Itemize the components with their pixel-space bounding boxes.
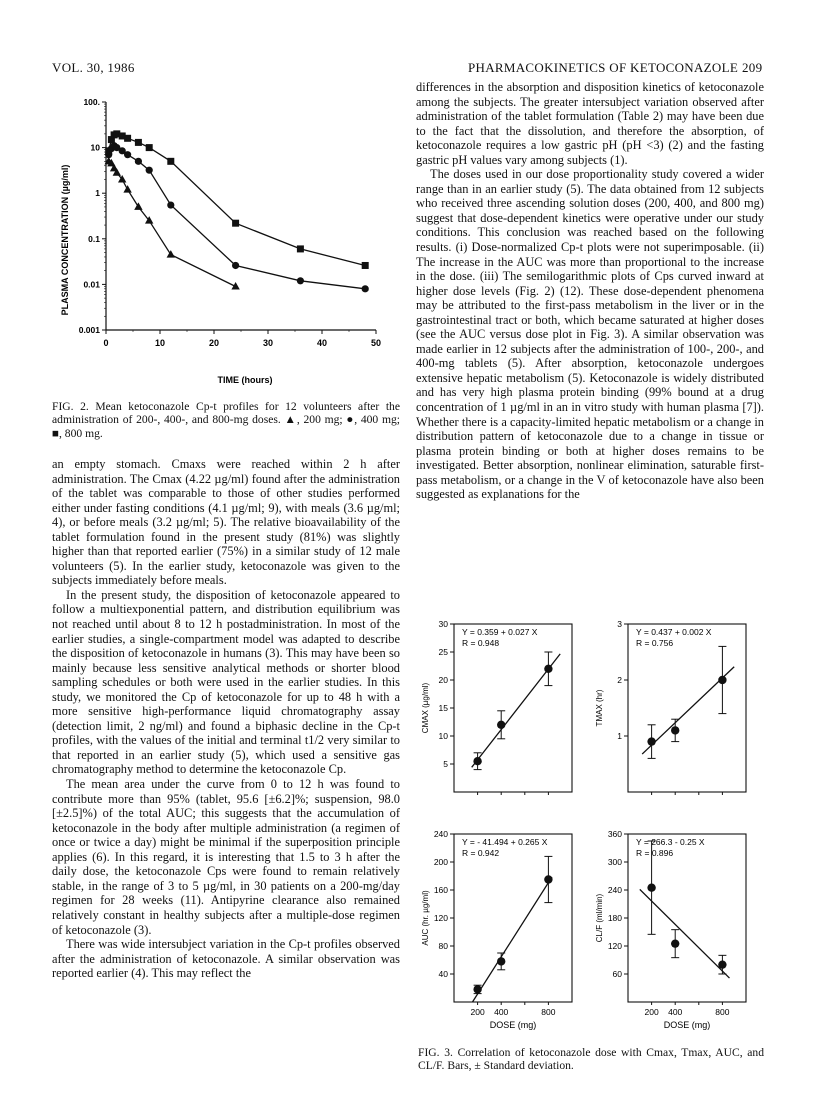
fig3-x-tick-label-clf: 800 xyxy=(715,1007,730,1017)
fig3-panel-tmax xyxy=(595,619,746,795)
fig2-y-axis-label: PLASMA CONCENTRATION (µg/ml) xyxy=(60,164,70,316)
fig3-y-tick-label-clf: 240 xyxy=(607,885,622,895)
left-column-text xyxy=(52,457,400,981)
fig3-y-tick-label-clf: 120 xyxy=(607,941,622,951)
fig3-point-clf xyxy=(718,960,726,968)
fig2-point-800mg xyxy=(135,139,142,146)
fig3-x-tick-label-auc: 400 xyxy=(494,1007,509,1017)
fig2-point-400mg xyxy=(146,167,153,174)
figure-2-chart xyxy=(48,90,398,390)
fig3-frame-tmax xyxy=(628,624,746,792)
fig3-point-auc xyxy=(497,957,505,965)
fig2-point-800mg xyxy=(105,147,112,154)
fig3-y-tick-label-auc: 160 xyxy=(433,885,448,895)
fig2-point-800mg xyxy=(124,135,131,142)
figure-3-caption: FIG. 3. Correlation of ketoconazole dose with Cmax, Tmax, AUC, and CL/F. Bars, ± Standard deviation. xyxy=(418,1046,764,1073)
fig2-x-axis-label: TIME (hours) xyxy=(217,375,273,385)
journal-volume: VOL. 30, 1986 xyxy=(52,60,135,75)
right-column-text xyxy=(416,80,764,502)
fig3-fit-line-clf xyxy=(640,889,730,978)
left-paragraph-2: In the present study, the disposition of ketoconazole appeared to follow a multiexponential pattern, and distribution equilibrium was not reached until about 8 to 12 h postadministration. In most of the earlier studies, a single-compartment model was adapted to describe the disposition of ketoconazole in humans (3). This may have been so mainly because less sensitive analytical methods or shorter blood sampling schedules or both were used in the earlier studies. In this study, we monitored the Cp of ketoconazole for up to 48 h with a more sensitive high-performance liquid chromatography assay (detection limit, 2 ng/ml) and found a biphasic decline in the Cp-t profiles, with the values of the initial and terminal t1/2 very similar to that reported in an earlier study (5), which used a sensitive gas chromatography method to determine the ketoconazole Cp. xyxy=(52,587,400,777)
fig2-point-800mg xyxy=(146,144,153,151)
fig2-point-400mg xyxy=(167,201,174,208)
fig3-point-tmax xyxy=(718,676,726,684)
fig3-y-tick-label-tmax: 2 xyxy=(617,675,622,685)
fig3-point-clf xyxy=(647,883,655,891)
running-title: PHARMACOKINETICS OF KETOCONAZOLE xyxy=(468,60,739,75)
fig3-point-cmax xyxy=(544,665,552,673)
fig3-y-tick-label-cmax: 25 xyxy=(438,647,448,657)
fig3-panel-clf xyxy=(595,829,746,1030)
fig3-x-tick-label-auc: 800 xyxy=(541,1007,556,1017)
fig3-panel-cmax xyxy=(421,619,572,795)
fig2-point-200mg xyxy=(123,185,131,193)
fig3-point-auc xyxy=(544,875,552,883)
fig3-equation-cmax: Y = 0.359 + 0.027 X xyxy=(462,627,538,637)
fig3-y-tick-label-auc: 200 xyxy=(433,857,448,867)
fig2-point-800mg xyxy=(232,220,239,227)
fig2-y-tick-label: 0.1 xyxy=(88,233,100,244)
page-number: 209 xyxy=(742,60,763,75)
fig2-series-line-200mg xyxy=(109,161,236,286)
fig2-y-tick-label: 0.001 xyxy=(78,325,100,335)
left-paragraph-4: There was wide intersubject variation in the Cp-t profiles observed after the administration of ketoconazole. A similar observation was reported earlier (4). This may reflect the xyxy=(52,937,400,981)
fig2-series-line-800mg xyxy=(109,134,366,266)
fig2-point-400mg xyxy=(362,285,369,292)
figure-3-chart xyxy=(416,612,766,1042)
fig2-point-800mg xyxy=(362,262,369,269)
fig3-equation-auc: Y = - 41.494 + 0.265 X xyxy=(462,837,548,847)
fig2-point-400mg xyxy=(135,158,142,165)
fig3-r-value-auc: R = 0.942 xyxy=(462,848,500,858)
fig3-point-tmax xyxy=(647,737,655,745)
fig3-y-tick-label-cmax: 20 xyxy=(438,675,448,685)
fig3-x-tick-label-auc: 200 xyxy=(470,1007,485,1017)
fig2-y-tick-label: 10 xyxy=(90,142,100,153)
fig3-y-tick-label-cmax: 15 xyxy=(438,703,448,713)
fig3-point-clf xyxy=(671,939,679,947)
fig3-y-tick-label-auc: 120 xyxy=(433,913,448,923)
fig3-x-tick-label-clf: 400 xyxy=(668,1007,683,1017)
fig2-x-tick-label: 0 xyxy=(103,338,109,348)
fig3-y-tick-label-cmax: 30 xyxy=(438,619,448,629)
fig2-x-tick-label: 40 xyxy=(316,338,328,348)
right-paragraph-2: The doses used in our dose proportionality study covered a wider range than in an earlier study (5). The data obtained from 12 subjects who received three ascending solution doses (200, 400, and 800 mg) suggest that dose-dependent kinetics were operative under our study conditions. This conclusion was reached based on the following results. (i) Dose-normalized Cp-t plots were not superimposable. (ii) The increase in the AUC was more than proportional to the increase in the dose. (iii) The semilogarithmic plots of Cps curved inward at higher dose levels (Fig. 2) (12). These dose-dependent phenomena may be attributed to the first-pass metabolism in the liver or in the gastrointestinal tract or both, which became saturated at higher doses (see the AUC versus dose plot in Fig. 3). A similar observation was made earlier in 12 subjects after the administration of 100-, 200-, and 400-mg tablets (5). After absorption, ketoconazole undergoes extensive hepatic metabolism (5). Ketoconazole is widely distributed and has very high plasma protein binding (99% bound at a drug concentration of 1 µg/ml in an in vitro study with human plasma [7]). Whether there is a capacity-limited hepatic metabolism or a change in distribution pattern of ketoconazole due to a change in tissue or plasma protein binding or both at higher doses remains to be investigated. Better absorption, nonlinear elimination, saturable first-pass metabolism, or a change in the V of ketoconazole have also been suggested as explanations for the xyxy=(416,167,764,502)
fig3-point-tmax xyxy=(671,726,679,734)
fig3-y-axis-label-tmax: TMAX (hr) xyxy=(595,689,604,727)
fig3-r-value-clf: R = 0.896 xyxy=(636,848,674,858)
fig3-y-tick-label-auc: 240 xyxy=(433,829,448,839)
fig2-point-800mg xyxy=(167,158,174,165)
fig3-y-tick-label-cmax: 10 xyxy=(438,731,448,741)
fig3-y-axis-label-cmax: CMAX (µg/ml) xyxy=(421,682,430,734)
fig3-panel-auc xyxy=(421,829,572,1030)
fig2-x-tick-label: 20 xyxy=(208,338,220,348)
fig3-point-auc xyxy=(473,985,481,993)
fig3-r-value-tmax: R = 0.756 xyxy=(636,638,674,648)
fig3-y-axis-label-auc: AUC (hr. µg/ml) xyxy=(421,890,430,946)
fig2-x-tick-label: 30 xyxy=(262,338,274,348)
figure-2-caption: FIG. 2. Mean ketoconazole Cp-t profiles for 12 volunteers after the administration of 200-, 400-, and 800-mg doses. ▲, 200 mg; ●, 400 mg; ■, 800 mg. xyxy=(52,400,400,440)
fig3-y-tick-label-auc: 80 xyxy=(438,941,448,951)
fig3-x-tick-label-clf: 200 xyxy=(644,1007,659,1017)
fig3-y-tick-label-tmax: 1 xyxy=(617,731,622,741)
fig2-y-tick-label: 100. xyxy=(83,97,100,107)
fig3-point-cmax xyxy=(497,721,505,729)
left-paragraph-3: The mean area under the curve from 0 to 12 h was found to contribute more than 95% (tablet, 95.6 [±6.2]%; suspension, 98.0 [±2.5]%) of the total AUC; this suggests that the accumulation of ketoconazole in the body after multiple administration (a regimen of once or twice a day) might be minimal if the superposition principle applies (6). In this regard, it is interesting that 1.5 to 3 h after the daily dose, the ketoconazole Cps were found to remain relatively stable, in the range of 3 to 5 µg/ml, in 30 patients on a 200-mg/day regimen for 28 weeks (11). Antipyrine clearance also remained relatively constant in healthy subjects after a multiple-dose regimen of ketoconazole (3). xyxy=(52,777,400,937)
fig3-equation-tmax: Y = 0.437 + 0.002 X xyxy=(636,627,712,637)
fig2-y-tick-label: 1 xyxy=(95,188,100,199)
fig3-frame-auc xyxy=(454,834,572,1002)
fig3-y-tick-label-clf: 360 xyxy=(607,829,622,839)
fig3-y-axis-label-clf: CL/F (ml/min) xyxy=(595,893,604,943)
fig2-point-400mg xyxy=(297,277,304,284)
fig3-fit-line-auc xyxy=(472,877,551,1002)
fig2-point-800mg xyxy=(297,245,304,252)
fig3-y-tick-label-clf: 180 xyxy=(607,913,622,923)
fig2-x-tick-label: 10 xyxy=(154,338,166,348)
fig2-y-tick-label: 0.01 xyxy=(83,279,100,290)
fig3-x-axis-label-auc: DOSE (mg) xyxy=(489,1020,537,1030)
fig2-point-400mg xyxy=(232,262,239,269)
fig3-y-tick-label-tmax: 3 xyxy=(617,619,622,629)
fig3-y-tick-label-clf: 300 xyxy=(607,857,622,867)
fig3-y-tick-label-auc: 40 xyxy=(438,969,448,979)
fig3-y-tick-label-clf: 60 xyxy=(612,969,622,979)
fig2-point-400mg xyxy=(124,151,131,158)
fig3-point-cmax xyxy=(473,757,481,765)
fig3-y-tick-label-cmax: 5 xyxy=(443,759,448,769)
fig2-point-200mg xyxy=(134,202,142,210)
fig2-point-200mg xyxy=(167,250,175,258)
fig2-x-tick-label: 50 xyxy=(370,338,382,348)
fig3-r-value-cmax: R = 0.948 xyxy=(462,638,500,648)
left-paragraph-1: an empty stomach. Cmaxs were reached within 2 h after administration. The Cmax (4.22 µg/ml) found after the administration of the tablet was comparable to those of other studies performed either under fasting conditions (4.1 µg/ml; 9), with meals (3.6 µg/ml; 4), or before meals (3.2 µg/ml; 5). The relative bioavailability of the tablet formulation found in the present study (81%) was slightly higher than that reported earlier (75%) in a similar study of 12 male volunteers (5). In the earlier study, ketoconazole was given to the subjects immediately before meals. xyxy=(52,457,400,588)
right-paragraph-1: differences in the absorption and disposition kinetics of ketoconazole among the subjects. The greater intersubject variation observed after administration of the tablet formulation (Table 2) may have been due to the fact that the dissolution, and therefore the absorption, of ketoconazole requires a low gastric pH (pH <3) (2) and the fasting gastric pH values vary among subjects (1). xyxy=(416,80,764,167)
fig3-equation-clf: Y = 266.3 - 0.25 X xyxy=(636,837,705,847)
fig3-x-axis-label-clf: DOSE (mg) xyxy=(663,1020,711,1030)
